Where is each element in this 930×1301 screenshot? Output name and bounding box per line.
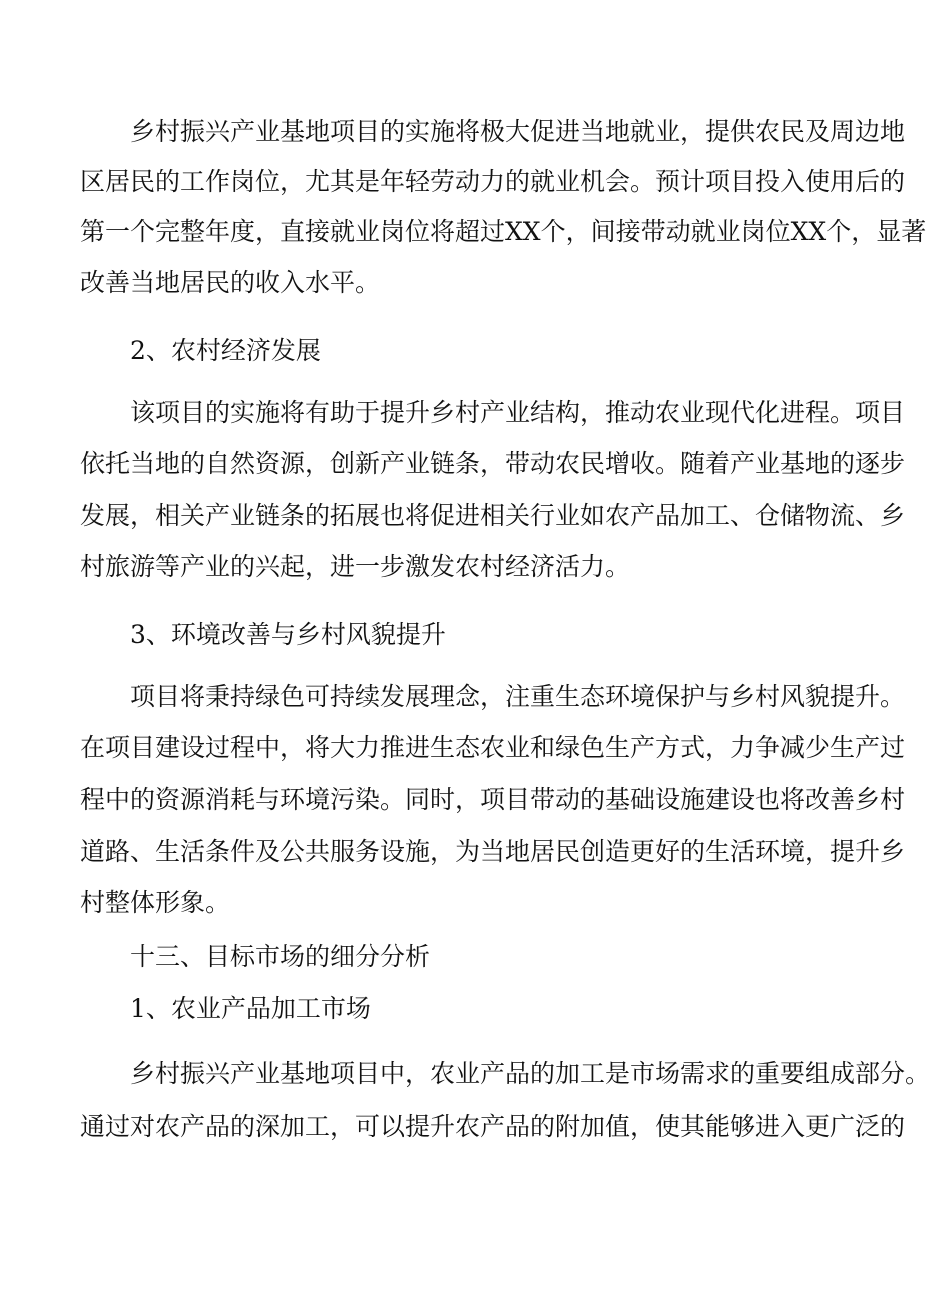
- heading-rural-economy: 2、农村经济发展: [130, 336, 321, 365]
- paragraph-2-line-2: 依托当地的自然资源，创新产业链条，带动农民增收。随着产业基地的逐步: [80, 449, 906, 478]
- heading-environment: 3、环境改善与乡村风貌提升: [130, 620, 446, 649]
- paragraph-3-line-1: 项目将秉持绿色可持续发展理念，注重生态环境保护与乡村风貌提升。: [130, 682, 906, 711]
- paragraph-2-line-3: 发展，相关产业链条的拓展也将促进相关行业如农产品加工、仓储物流、乡: [80, 501, 906, 530]
- paragraph-3-line-5: 村整体形象。: [80, 888, 231, 917]
- heading-agri-processing: 1、农业产品加工市场: [130, 994, 371, 1023]
- paragraph-1-line-4: 改善当地居民的收入水平。: [80, 268, 381, 297]
- paragraph-4-line-1: 乡村振兴产业基地项目中，农业产品的加工是市场需求的重要组成部分。: [130, 1059, 930, 1088]
- paragraph-2-line-4: 村旅游等产业的兴起，进一步激发农村经济活力。: [80, 552, 631, 581]
- paragraph-3-line-3: 程中的资源消耗与环境污染。同时，项目带动的基础设施建设也将改善乡村: [80, 785, 906, 814]
- paragraph-3-line-2: 在项目建设过程中，将大力推进生态农业和绿色生产方式，力争减少生产过: [80, 733, 906, 762]
- paragraph-1-line-2: 区居民的工作岗位，尤其是年轻劳动力的就业机会。预计项目投入使用后的: [80, 167, 906, 196]
- paragraph-3-line-4: 道路、生活条件及公共服务设施，为当地居民创造更好的生活环境，提升乡: [80, 837, 906, 866]
- paragraph-1-line-1: 乡村振兴产业基地项目的实施将极大促进当地就业，提供农民及周边地: [130, 117, 906, 146]
- paragraph-1-line-3: 第一个完整年度，直接就业岗位将超过XX个，间接带动就业岗位XX个，显著: [80, 217, 927, 246]
- section-heading-13: 十三、目标市场的细分分析: [130, 942, 431, 971]
- paragraph-2-line-1: 该项目的实施将有助于提升乡村产业结构，推动农业现代化进程。项目: [130, 398, 906, 427]
- paragraph-4-line-2: 通过对农产品的深加工，可以提升农产品的附加值，使其能够进入更广泛的: [80, 1112, 906, 1141]
